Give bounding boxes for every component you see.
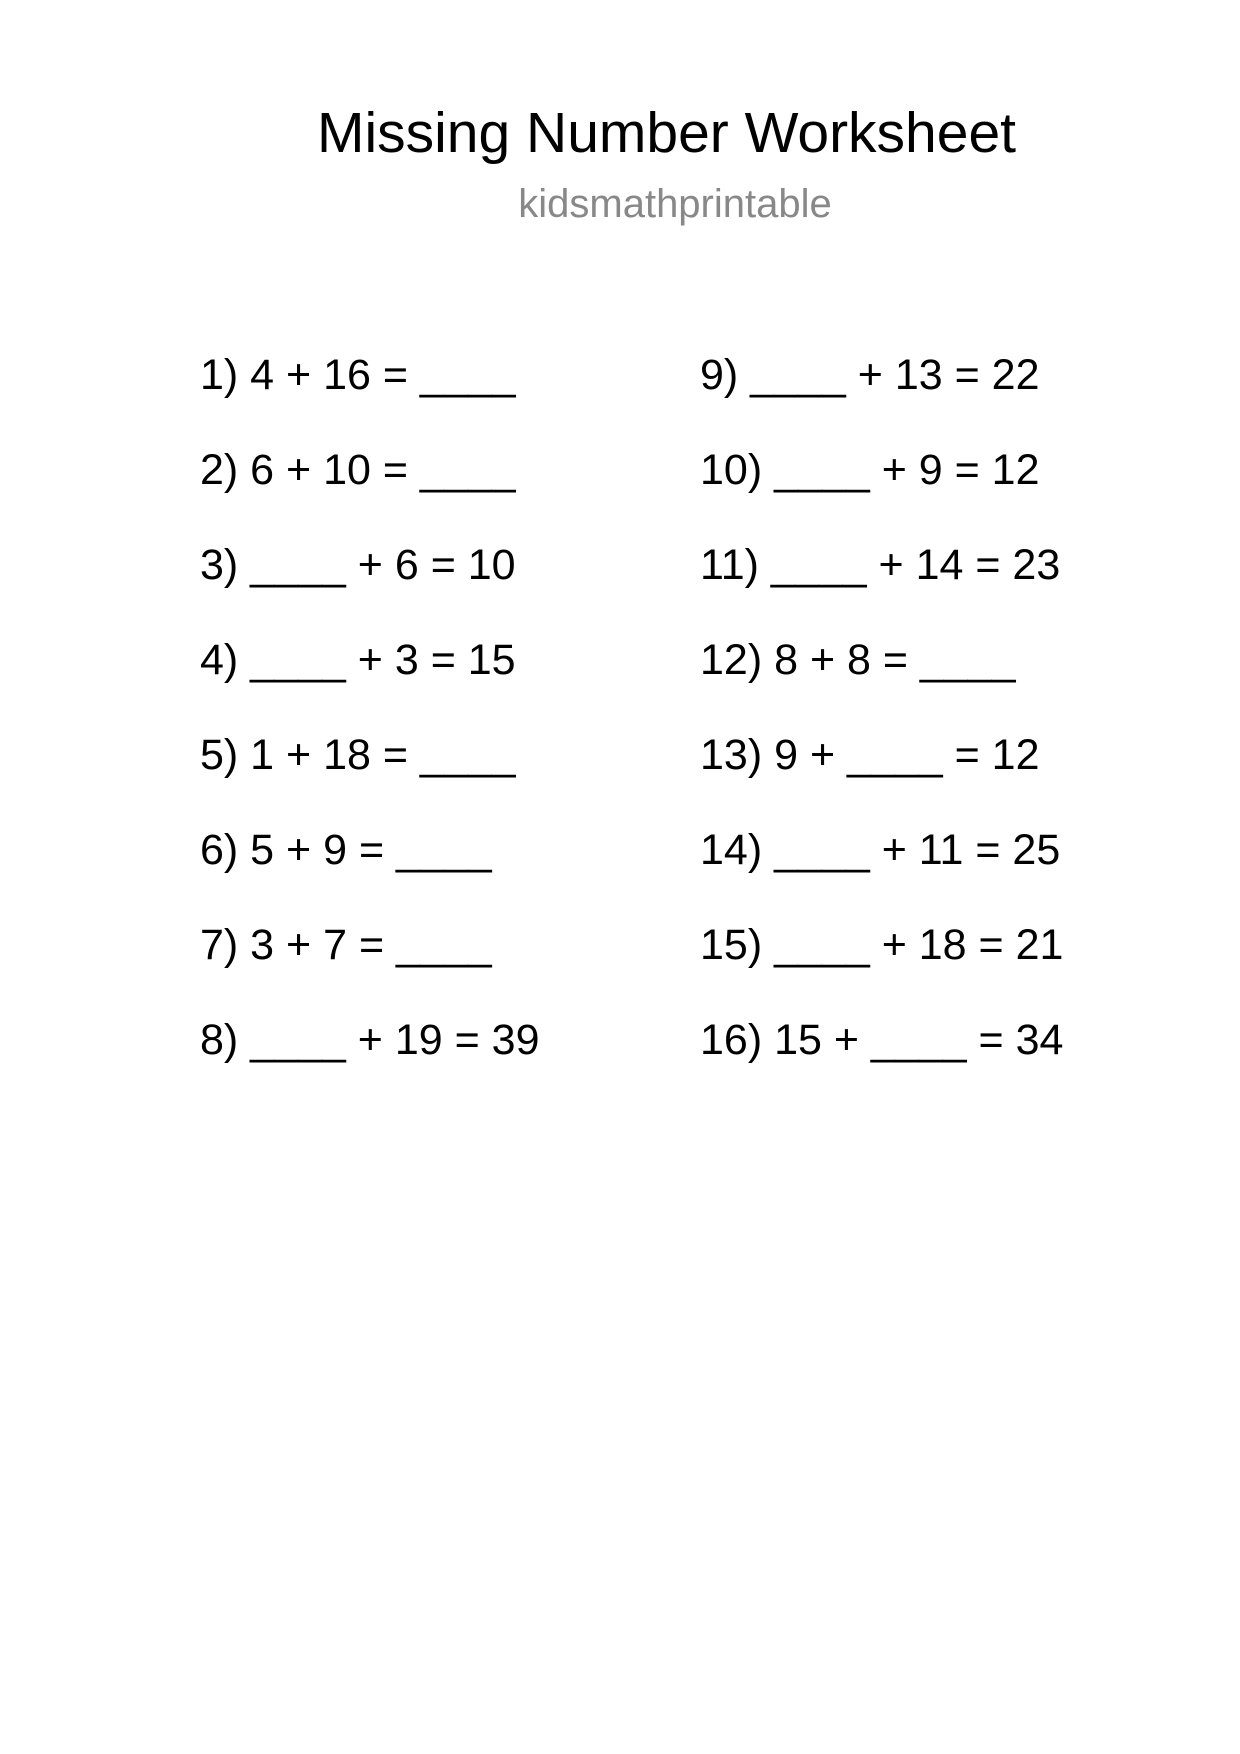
- problem: 16) 15 + ____ = 34: [700, 1016, 1064, 1064]
- worksheet-title: Missing Number Worksheet: [316, 101, 1016, 165]
- problem: 4) ____ + 3 = 15: [200, 636, 516, 684]
- problem: 6) 5 + 9 = ____: [200, 826, 492, 874]
- problem: 15) ____ + 18 = 21: [700, 921, 1064, 969]
- worksheet-subtitle: kidsmathprintable: [518, 182, 832, 226]
- problem: 3) ____ + 6 = 10: [200, 541, 516, 589]
- problem: 2) 6 + 10 = ____: [200, 446, 516, 494]
- problem: 11) ____ + 14 = 23: [700, 541, 1061, 589]
- problem: 7) 3 + 7 = ____: [200, 921, 492, 969]
- problems-right-column: [700, 350, 1063, 1110]
- problem: 10) ____ + 9 = 12: [700, 446, 1040, 494]
- problems-left-column: [200, 350, 540, 1110]
- problem: 9) ____ + 13 = 22: [700, 351, 1040, 399]
- problem: 12) 8 + 8 = ____: [700, 636, 1016, 684]
- problem: 8) ____ + 19 = 39: [200, 1016, 540, 1064]
- problem: 1) 4 + 16 = ____: [200, 351, 516, 399]
- problem: 14) ____ + 11 = 25: [700, 826, 1061, 874]
- problem: 5) 1 + 18 = ____: [200, 731, 516, 779]
- problem: 13) 9 + ____ = 12: [700, 731, 1040, 779]
